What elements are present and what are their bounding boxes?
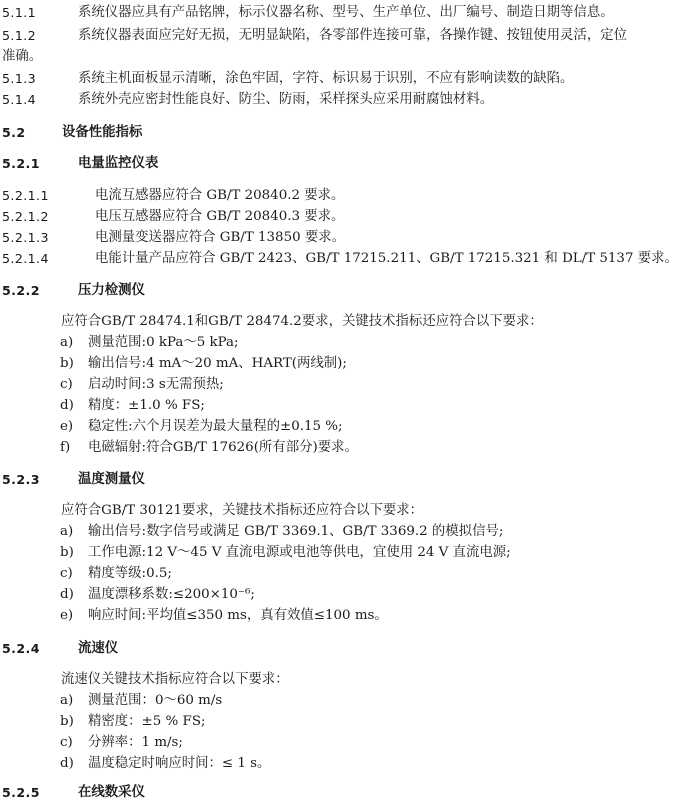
list-marker: b) [60, 545, 74, 560]
clause-number: 5.1.1 [2, 5, 37, 20]
section-number: 5.2 [2, 125, 26, 140]
section-number: 5.2.4 [2, 641, 40, 656]
list-item-text: 输出信号:4 mA～20 mA、HART(两线制); [88, 356, 347, 371]
list-item-text: 分辨率：1 m/s; [88, 735, 183, 750]
section-title: 温度测量仪 [78, 472, 145, 487]
section-title: 在线数采仪 [78, 785, 145, 800]
list-marker: d) [60, 398, 74, 413]
list-marker: c) [60, 566, 73, 581]
list-item-text: 电磁辐射:符合GB/T 17626(所有部分)要求。 [88, 440, 358, 455]
clause-text: 系统主机面板显示清晰，涂色牢固，字符、标识易于识别，不应有影响读数的缺陷。 [78, 71, 574, 86]
clause-number: 5.2.1.2 [2, 209, 49, 224]
list-item-text: 测量范围:0 kPa～5 kPa; [88, 335, 239, 350]
clause-text: 电压互感器应符合 GB/T 20840.3 要求。 [95, 209, 345, 224]
list-item-text: 精度：±1.0 % FS; [88, 398, 205, 413]
list-marker: d) [60, 587, 74, 602]
list-marker: a) [60, 524, 74, 539]
section-intro: 应符合GB/T 28474.1和GB/T 28474.2要求，关键技术指标还应符合以下要求： [61, 314, 543, 329]
clause-text: 电流互感器应符合 GB/T 20840.2 要求。 [95, 188, 345, 203]
clause-text: 电测量变送器应符合 GB/T 13850 要求。 [95, 230, 346, 245]
section-number: 5.2.5 [2, 785, 40, 800]
list-item-text: 温度稳定时响应时间：≤ 1 s。 [88, 756, 271, 771]
clause-number: 5.2.1.4 [2, 251, 49, 266]
list-item-text: 工作电源:12 V～45 V 直流电源或电池等供电，宜使用 24 V 直流电源; [88, 545, 511, 560]
list-marker: c) [60, 377, 73, 392]
list-item-text: 温度漂移系数:≤200×10⁻⁶; [88, 587, 255, 602]
clause-number: 5.1.3 [2, 71, 37, 86]
list-marker: c) [60, 735, 73, 750]
list-marker: b) [60, 714, 74, 729]
section-number: 5.2.1 [2, 156, 40, 171]
clause-text: 准确。 [2, 49, 43, 64]
section-number: 5.2.3 [2, 472, 40, 487]
section-number: 5.2.2 [2, 283, 40, 298]
list-marker: a) [60, 335, 74, 350]
clause-text: 系统仪器应具有产品铭牌，标示仪器名称、型号、生产单位、出厂编号、制造日期等信息。 [78, 5, 614, 20]
clause-text: 电能计量产品应符合 GB/T 2423、GB/T 17215.211、GB/T 17215.321 和 DL/T 5137 要求。 [95, 251, 678, 266]
section-title: 电量监控仪表 [78, 156, 159, 171]
clause-text: 系统外壳应密封性能良好、防尘、防雨，采样探头应采用耐腐蚀材料。 [78, 92, 494, 107]
list-marker: e) [60, 419, 74, 434]
list-marker: b) [60, 356, 74, 371]
section-intro: 应符合GB/T 30121要求，关键技术指标还应符合以下要求： [61, 503, 424, 518]
clause-text: 系统仪器表面应完好无损，无明显缺陷，各零部件连接可靠，各操作键、按钮使用灵活，定位 [78, 28, 628, 43]
clause-number: 5.2.1.1 [2, 188, 49, 203]
clause-number: 5.1.2 [2, 28, 37, 43]
section-title: 压力检测仪 [78, 283, 145, 298]
section-title: 流速仪 [78, 641, 119, 656]
section-title: 设备性能指标 [62, 125, 143, 140]
list-item-text: 输出信号:数字信号或满足 GB/T 3369.1、GB/T 3369.2 的模拟信号; [88, 524, 504, 539]
list-item-text: 测量范围：0～60 m/s [88, 693, 223, 708]
list-item-text: 稳定性:六个月误差为最大量程的±0.15 %; [88, 419, 343, 434]
clause-number: 5.2.1.3 [2, 230, 49, 245]
list-item-text: 响应时间:平均值≤350 ms，真有效值≤100 ms。 [88, 608, 388, 623]
list-marker: f) [60, 440, 71, 455]
list-marker: e) [60, 608, 74, 623]
list-item-text: 启动时间:3 s无需预热; [88, 377, 224, 392]
list-marker: a) [60, 693, 74, 708]
clause-number: 5.1.4 [2, 92, 37, 107]
section-intro: 流速仪关键技术指标应符合以下要求： [61, 672, 289, 687]
list-marker: d) [60, 756, 74, 771]
list-item-text: 精度等级:0.5; [88, 566, 172, 581]
list-item-text: 精密度：±5 % FS; [88, 714, 206, 729]
